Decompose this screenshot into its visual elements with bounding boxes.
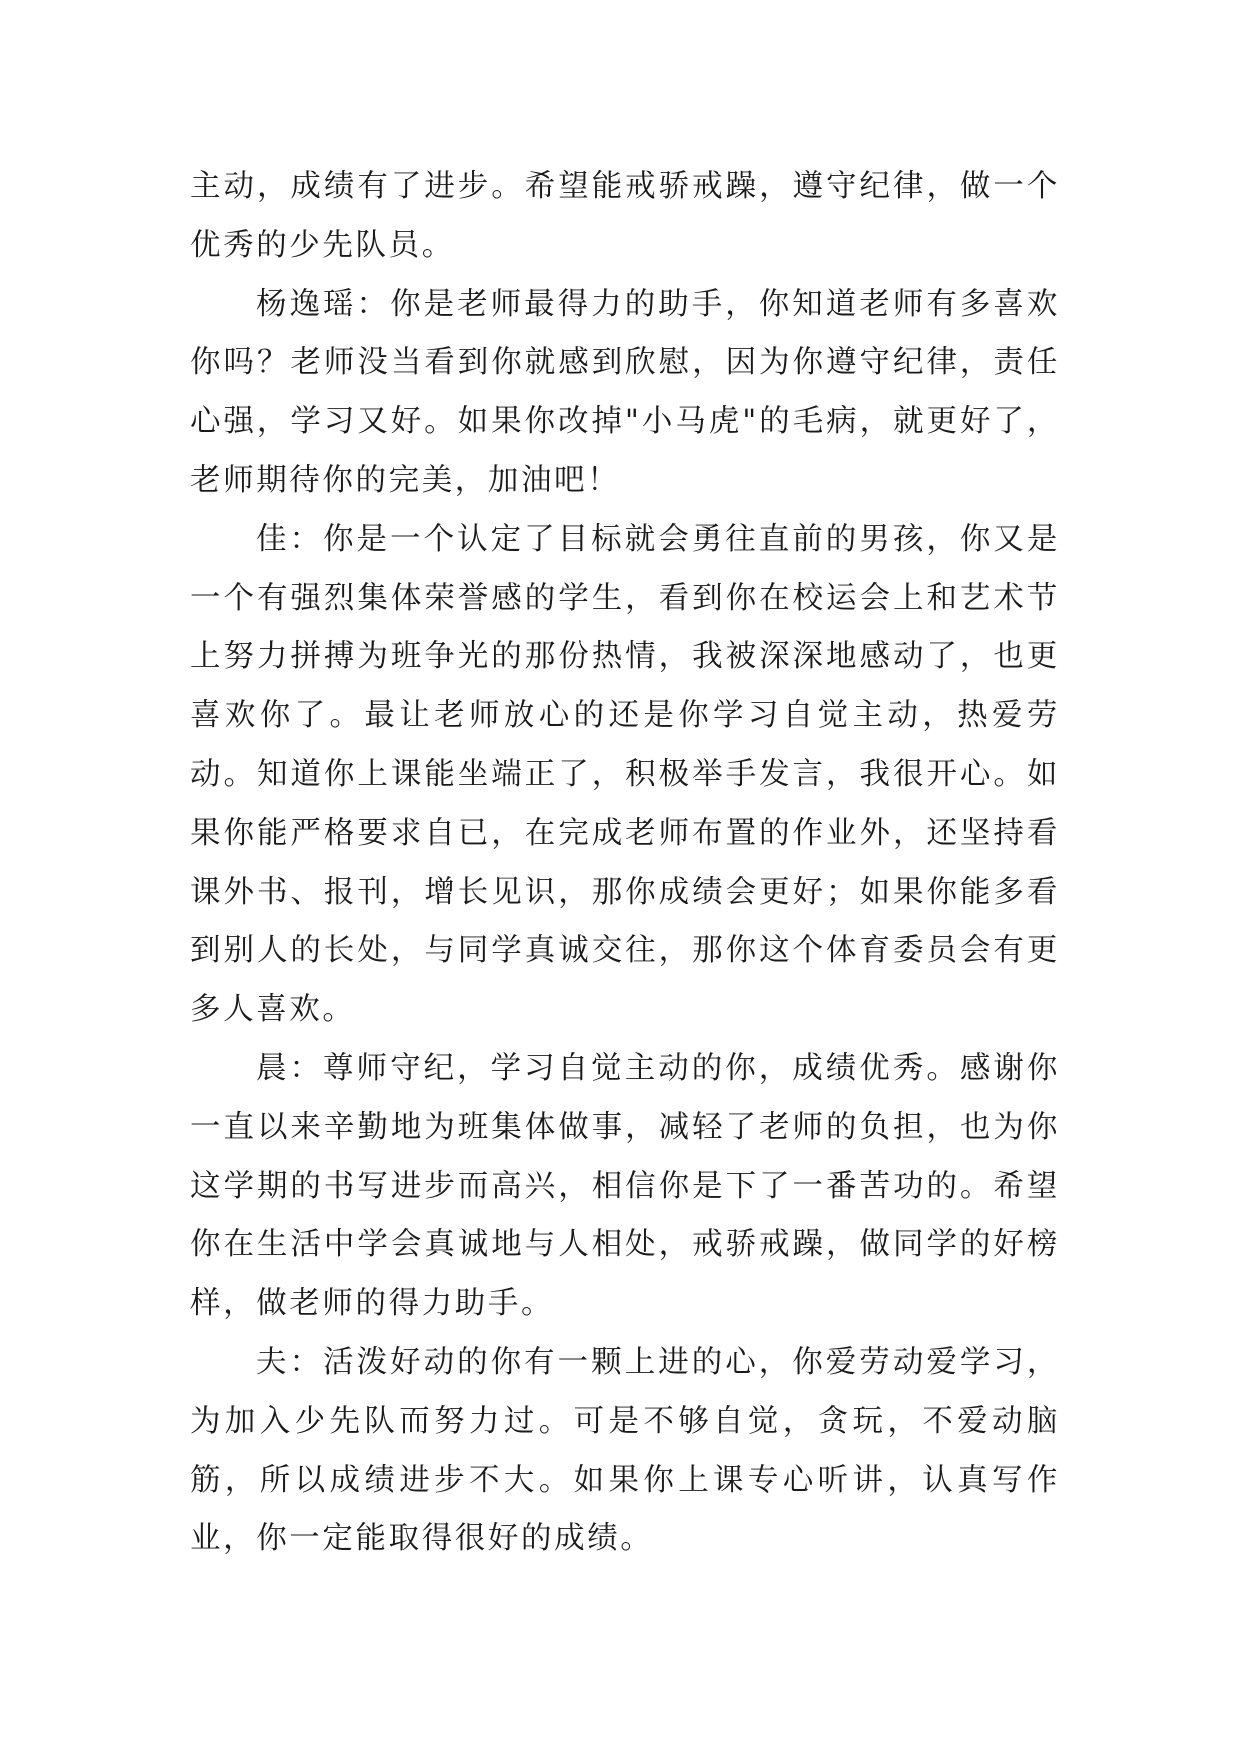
document-body xyxy=(190,158,1060,1569)
paragraph-4: 晨：尊师守纪，学习自觉主动的你，成绩优秀。感谢你一直以来辛勤地为班集体做事，减轻了老师的负担，也为你这学期的书写进步而高兴，相信你是下了一番苦功的。希望你在生活中学会真诚地与人相处，戒骄戒躁，做同学的好榜样，做老师的得力助手。 xyxy=(190,1050,1060,1322)
paragraph-3: 佳：你是一个认定了目标就会勇往直前的男孩，你又是一个有强烈集体荣誉感的学生，看到你在校运会上和艺术节上努力拼搏为班争光的那份热情，我被深深地感动了，也更喜欢你了。最让老师放心的还是你学习自觉主动，热爱劳动。知道你上课能坐端正了，积极举手发言，我很开心。如果你能严格要求自已，在完成老师布置的作业外，还坚持看课外书、报刊，增长见识，那你成绩会更好；如果你能多看到别人的长处，与同学真诚交往，那你这个体育委员会有更多人喜欢。 xyxy=(190,521,1060,1028)
paragraph-1: 主动，成绩有了进步。希望能戒骄戒躁，遵守纪律，做一个优秀的少先队员。 xyxy=(190,169,1060,263)
paragraph-2: 杨逸瑶：你是老师最得力的助手，你知道老师有多喜欢你吗？老师没当看到你就感到欣慰，因为你遵守纪律，责任心强，学习又好。如果你改掉"小马虎"的毛病，就更好了，老师期待你的完美，加油吧！ xyxy=(190,286,1060,498)
paragraph-5: 夫：活泼好动的你有一颗上进的心，你爱劳动爱学习，为加入少先队而努力过。可是不够自觉，贪玩，不爱动脑筋，所以成绩进步不大。如果你上课专心听讲，认真写作业，你一定能取得很好的成绩。 xyxy=(190,1344,1060,1557)
